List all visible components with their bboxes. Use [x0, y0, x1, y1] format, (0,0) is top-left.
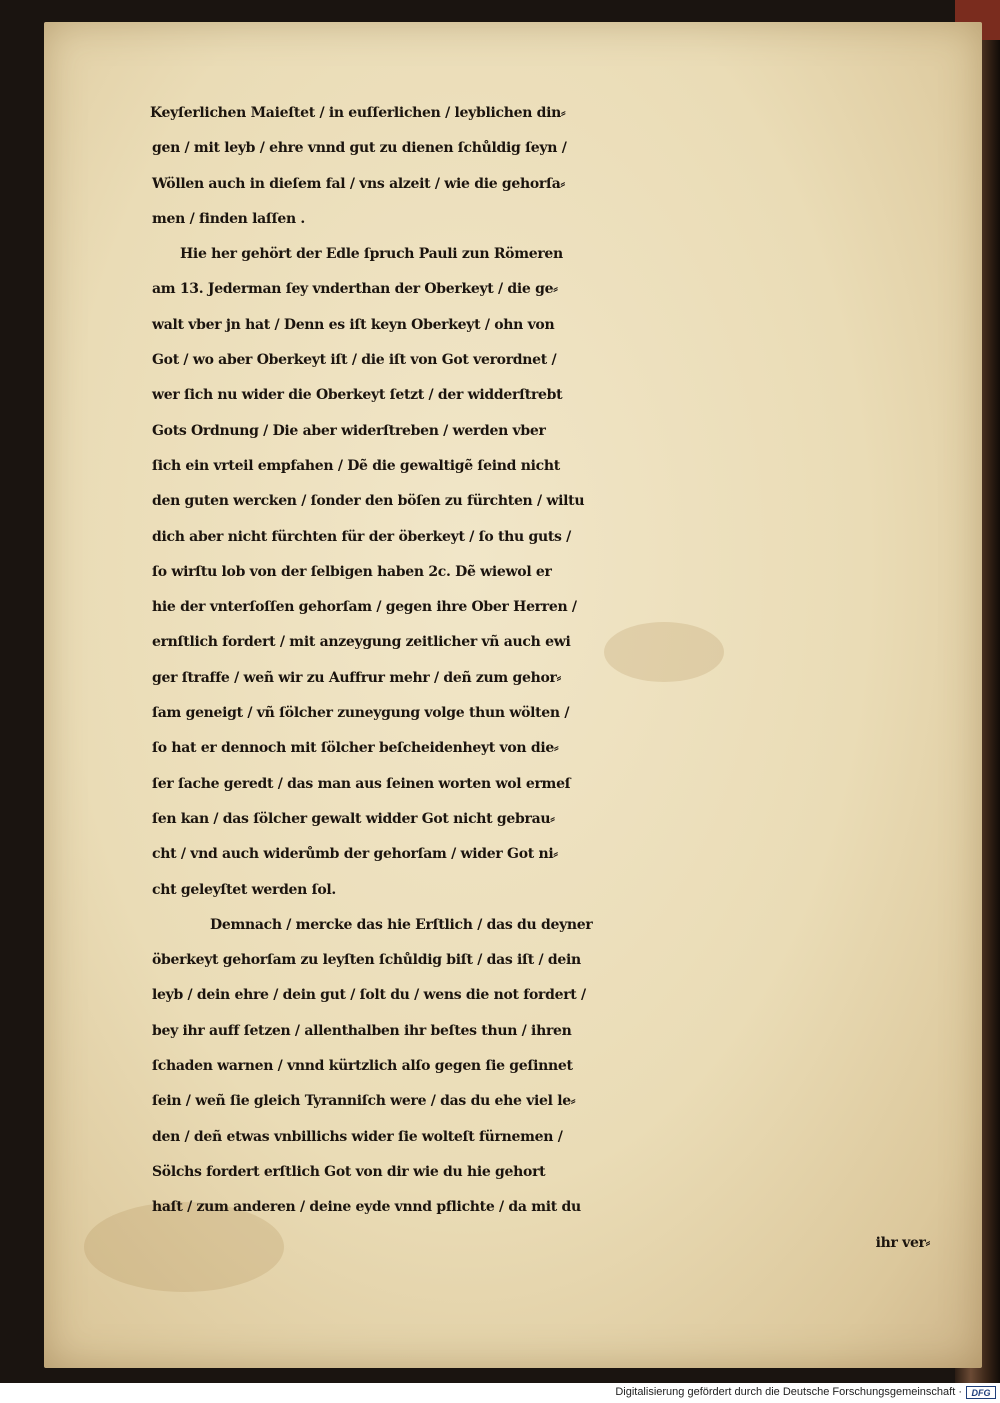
- text-line: ſer ſache geredt / das man aus ſeinen worten wol ermeſ: [152, 775, 571, 792]
- text-line: den / deñ etwas vnbillichs wider ſie wolteſt fürnemen /: [152, 1128, 563, 1145]
- text-line: wer ſich nu wider die Oberkeyt ſetzt / der widderſtrebt: [152, 387, 563, 404]
- text-line: bey ihr auff ſetzen / allenthalben ihr beſtes thun / ihren: [152, 1022, 572, 1039]
- text-line: dich aber nicht fürchten für der öberkeyt / ſo thu guts /: [152, 528, 571, 545]
- text-line: men / finden laſſen .: [152, 210, 305, 227]
- text-line: Keyſerlichen Maieſtet / in euſſerlichen / leyblichen din⸗: [150, 105, 566, 121]
- catchword: ihr ver⸗: [875, 1234, 930, 1251]
- dfg-logo: DFG: [966, 1386, 996, 1399]
- text-line: ſein / weñ ſie gleich Tyranniſch were / das du ehe viel le⸗: [152, 1093, 576, 1110]
- text-line: am 13. Jederman ſey vnderthan der Oberkeyt / die ge⸗: [152, 281, 558, 298]
- text-line: leyb / dein ehre / dein gut / ſolt du / wens die not fordert /: [152, 987, 586, 1004]
- text-line: Hie her gehört der Edle ſpruch Pauli zun Römeren: [180, 246, 563, 263]
- text-line: öberkeyt gehorſam zu leyſten ſchůldig biſt / das iſt / dein: [152, 952, 581, 969]
- text-line: Sölchs fordert erſtlich Got von dir wie du hie gehort: [152, 1163, 546, 1180]
- text-line: haſt / zum anderen / deine eyde vnnd pflichte / da mit du: [152, 1199, 581, 1216]
- text-line: walt vber jn hat / Denn es iſt keyn Oberkeyt / ohn von: [152, 316, 555, 333]
- funding-credit: Digitalisierung gefördert durch die Deutsche Forschungsgemeinschaft ·: [615, 1386, 962, 1398]
- text-line: ſo wirſtu lob von der ſelbigen haben 2c. Dẽ wiewol er: [152, 563, 552, 580]
- text-block: [150, 96, 950, 1261]
- text-line: hie der vnterſoſſen gehorſam / gegen ihre Ober Herren /: [152, 599, 577, 616]
- text-line: gen / mit leyb / ehre vnnd gut zu dienen ſchůldig ſeyn /: [152, 140, 567, 157]
- text-line: den guten wercken / ſonder den böſen zu fürchten / wiltu: [152, 493, 585, 510]
- text-line: ger ſtraffe / weñ wir zu Auffrur mehr / deñ zum gehor⸗: [152, 669, 561, 686]
- text-line: Wöllen auch in dieſem fal / vns alzeit / wie die gehorſa⸗: [152, 175, 565, 192]
- text-line: cht geleyſtet werden ſol.: [152, 881, 336, 898]
- text-line: cht / vnd auch widerůmb der gehorſam / wider Got ni⸗: [152, 846, 558, 863]
- text-line: ernſtlich fordert / mit anzeygung zeitlicher vñ auch ewi: [152, 634, 571, 651]
- text-line: Demnach / mercke das hie Erſtlich / das du deyner: [210, 916, 593, 933]
- text-line: ſam geneigt / vñ ſölcher zuneygung volge thun wölten /: [152, 705, 570, 722]
- text-line: Gots Ordnung / Die aber widerſtreben / werden vber: [152, 422, 546, 439]
- text-line: Got / wo aber Oberkeyt iſt / die iſt von Got verordnet /: [152, 352, 557, 369]
- text-line: ſchaden warnen / vnnd kürtzlich alſo gegen ſie geſinnet: [152, 1058, 573, 1075]
- text-line: ſen kan / das ſölcher gewalt widder Got nicht gebrau⸗: [152, 810, 555, 827]
- footer-bar: [0, 1383, 1000, 1403]
- text-line: ſo hat er dennoch mit ſölcher beſcheidenheyt von die⸗: [152, 740, 559, 757]
- text-line: ſich ein vrteil empfahen / Dẽ die gewaltigẽ ſeind nicht: [152, 457, 560, 474]
